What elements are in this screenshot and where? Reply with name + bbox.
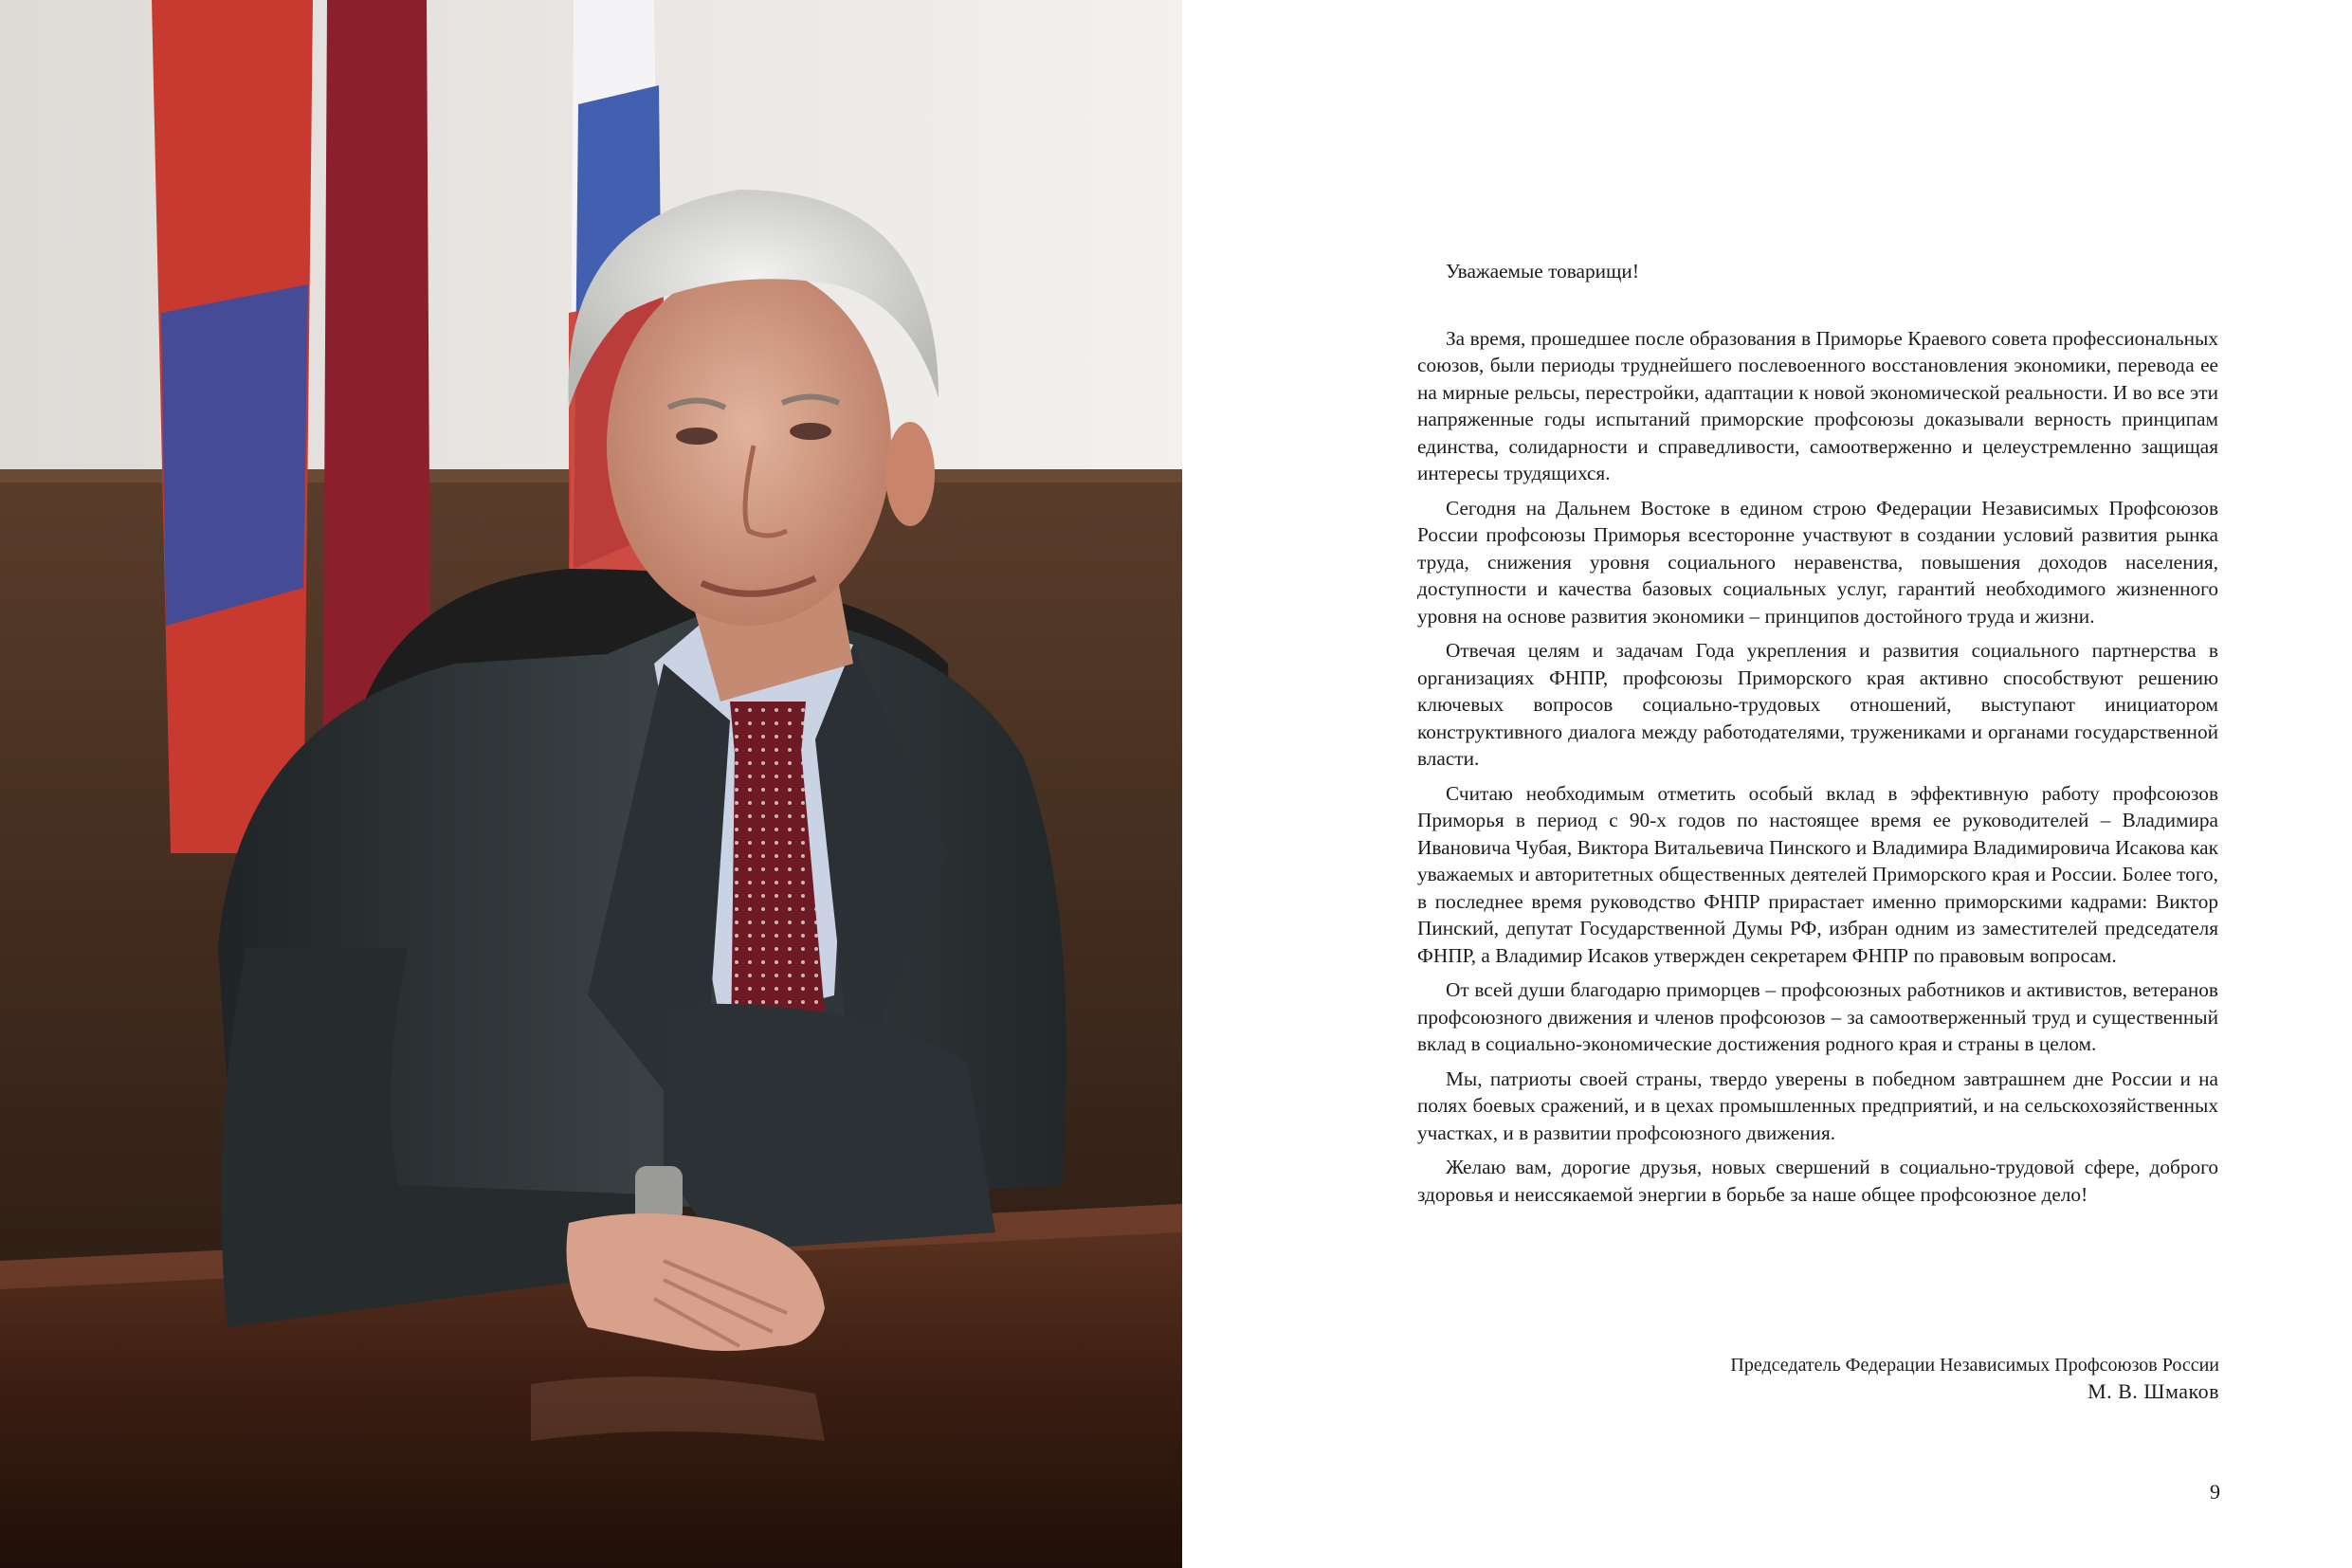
paragraph: За время, прошедшее после образования в Приморье Краевого совета профессиональных союзов, были периоды труднейшего послевоенного восстановления экономики, перевода ее на мирные рельсы, перестройки, адаптации к новой экономической реальности. И во все эти напряженные годы испытаний приморские профсоюзы доказывали верность принципам единства, солидарности и справедливости, самоотверженно и целеустремленно защищая интересы трудящихся. — [1417, 326, 2218, 484]
letter-body — [1417, 258, 2218, 1215]
paragraph: От всей души благодарю приморцев – профсоюзных работников и активистов, ветеранов профсоюзного движения и членов профсоюзов – за самоотверженный труд и существенный вклад в социально-экономические достижения родного края и страны в целом. — [1417, 978, 2218, 1055]
text-page — [1182, 0, 2352, 1568]
signature-block — [1730, 1353, 2219, 1405]
paragraph: Сегодня на Дальнем Востоке в едином строю Федерации Независимых Профсоюзов России профсоюзы Приморья всесторонне участвуют в создании условий развития рынка труда, снижения уровня социального неравенства, повышения доходов населения, доступности и качества базовых социальных услуг, гарантий необходимого жизненного уровня на основе развития экономики – принципов достойного труда и жизни. — [1417, 496, 2218, 628]
greeting: Уважаемые товарищи! — [1446, 260, 1639, 283]
paragraph: Мы, патриоты своей страны, твердо уверены в победном завтрашнем дне России и на полях боевых сражений, и в цехах промышленных предприятий, и на сельскохозяйственных участках, и в развитии профсоюзного движения. — [1417, 1067, 2218, 1144]
page-number: 9 — [2210, 1480, 2220, 1504]
paragraph: Считаю необходимым отметить особый вклад в эффективную работу профсоюзов Приморья в период с 90-х годов по настоящее время ее руководителей – Владимира Ивановича Чубая, Виктора Витальевича Пинского и Владимира Владимировича Исакова как уважаемых и авторитетных общественных деятелей Приморского края и России. Более того, в последнее время руководство ФНПР прирастает именно приморскими кадрами: Виктор Пинский, депутат Государственной Думы РФ, избран одним из заместителей председателя ФНПР, а Владимир Исаков утвержден секретарем ФНПР по правовым вопросам. — [1417, 781, 2218, 967]
paragraph: Отвечая целям и задачам Года укрепления и развития социального партнерства в организациях ФНПР, профсоюзы Приморского края активно способствуют решению ключевых вопросов социально-трудовых отношений, выступают инициатором конструктивного диалога между работодателями, тружениками и органами государственной власти. — [1417, 639, 2218, 770]
signature-name: М. В. Шмаков — [2088, 1379, 2219, 1403]
signature-role: Председатель Федерации Независимых Профсоюзов России — [1730, 1355, 2219, 1376]
paragraph: Желаю вам, дорогие друзья, новых свершений в социально-трудовой сфере, доброго здоровья и неиссякаемой энергии в борьбе за наше общее профсоюзное дело! — [1417, 1156, 2218, 1206]
face — [607, 265, 891, 626]
